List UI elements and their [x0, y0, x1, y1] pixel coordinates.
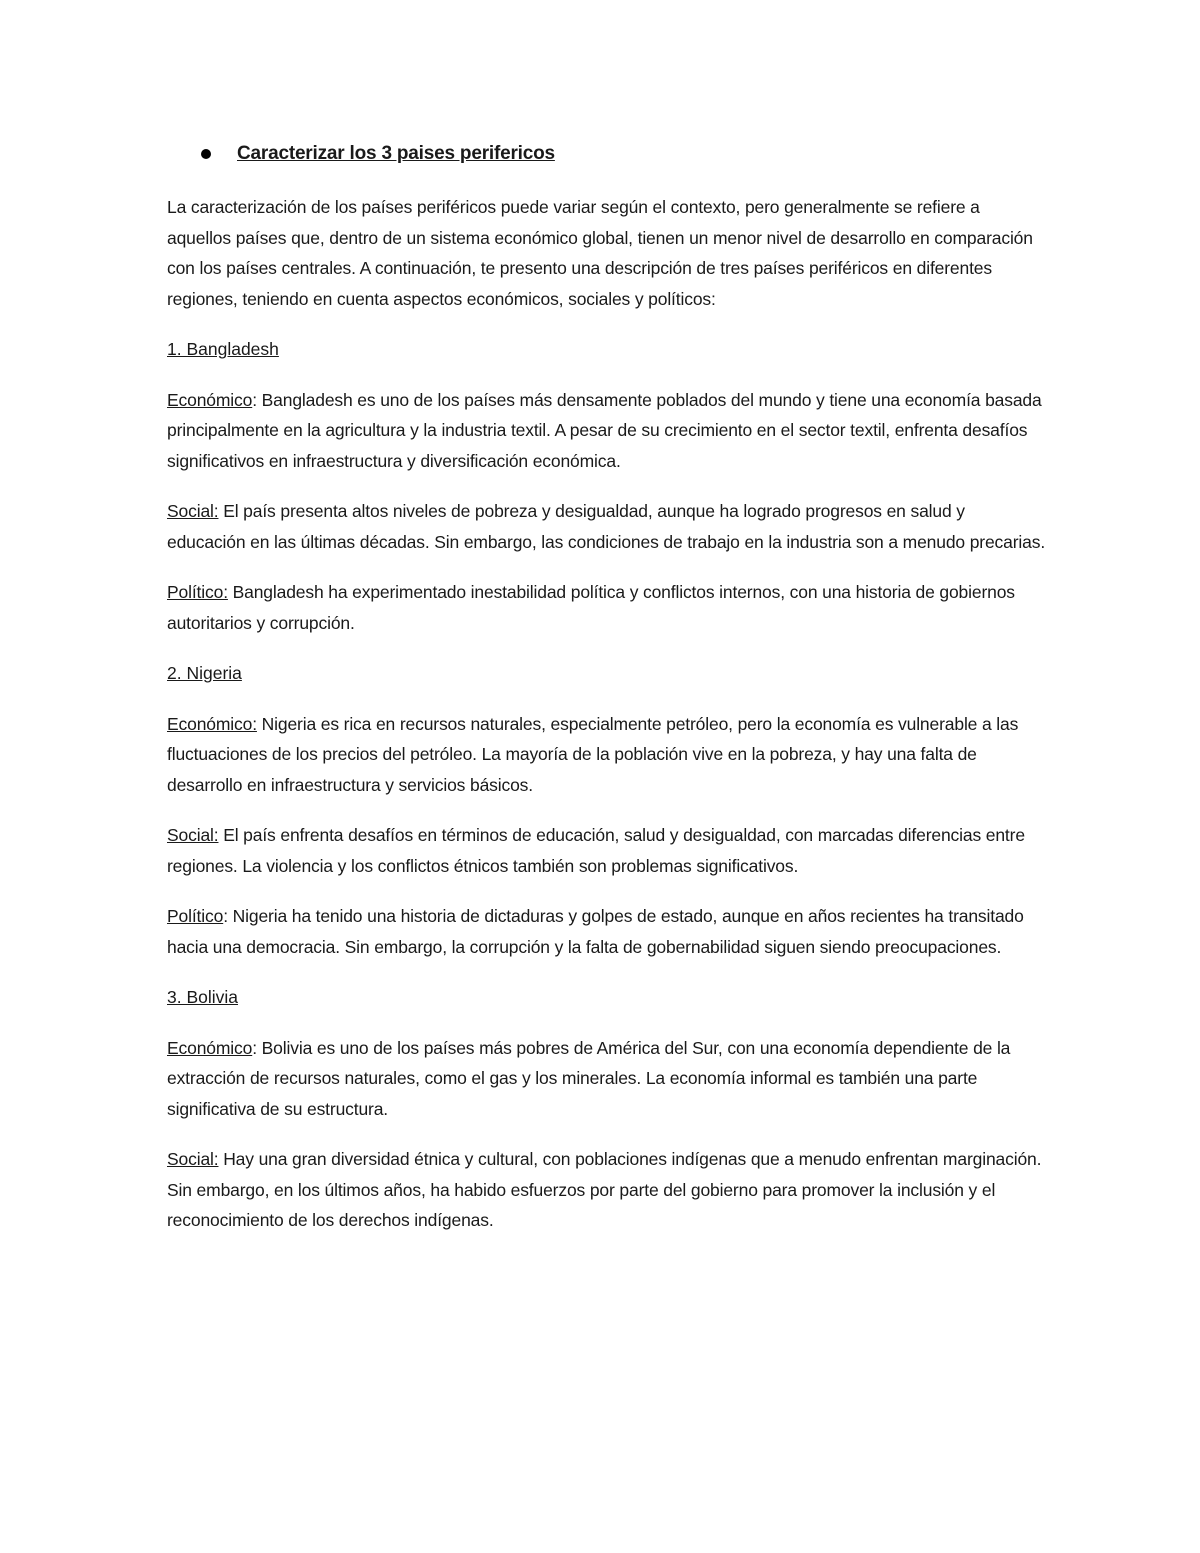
social-label: Social:	[167, 501, 219, 521]
nigeria-social-paragraph	[167, 820, 1047, 881]
bangladesh-political-paragraph	[167, 577, 1047, 638]
economic-label: Económico:	[167, 713, 257, 734]
label-separator: :	[252, 1037, 257, 1058]
paragraph-text: Bangladesh es uno de los países más densamente poblados del mundo y tiene una economía basada principalmente en la agricultura y la industria textil. A pesar de su crecimiento en el sector textil, enfrenta desafíos significativos en infraestructura y diversificación económica.	[167, 389, 1042, 471]
paragraph-text: Nigeria es rica en recursos naturales, especialmente petróleo, pero la economía es vulnerable a las fluctuaciones de los precios del petróleo. La mayoría de la población vive en la pobreza, y hay una falta de desarrollo en infraestructura y servicios básicos.	[167, 713, 1019, 795]
section-title-nigeria: 2. Nigeria	[167, 663, 242, 683]
paragraph-text: Bolivia es uno de los países más pobres de América del Sur, con una economía dependiente de la extracción de recursos naturales, como el gas y los minerales. La economía informal es también una parte significativa de su estructura.	[167, 1037, 1011, 1119]
section-title-bangladesh: 1. Bangladesh	[167, 339, 279, 359]
paragraph-text: Nigeria ha tenido una historia de dictaduras y golpes de estado, aunque en años recientes ha transitado hacia una democracia. Sin embargo, la corrupción y la falta de gobernabilidad siguen siendo preocupaciones.	[167, 906, 1024, 957]
label-separator: :	[252, 389, 257, 410]
bolivia-economic-paragraph	[167, 1033, 1047, 1125]
paragraph-text: El país enfrenta desafíos en términos de educación, salud y desigualdad, con marcadas diferencias entre regiones. La violencia y los conflictos étnicos también son problemas significativos.	[167, 825, 1025, 876]
document-heading: Caracterizar los 3 paises perifericos	[237, 143, 555, 164]
political-label: Político	[167, 906, 224, 926]
bangladesh-economic-paragraph	[167, 385, 1047, 477]
social-label: Social:	[167, 1149, 219, 1169]
bullet-icon	[201, 149, 211, 159]
paragraph-text: Hay una gran diversidad étnica y cultural, con poblaciones indígenas que a menudo enfrentan marginación. Sin embargo, en los últimos años, ha habido esfuerzos por parte del gobierno para promover la inclusión y el reconocimiento de los derechos indígenas.	[167, 1149, 1042, 1230]
social-label: Social:	[167, 825, 219, 845]
label-separator: :	[223, 906, 228, 926]
nigeria-economic-paragraph	[167, 709, 1047, 801]
bangladesh-social-paragraph	[167, 496, 1047, 557]
bolivia-social-paragraph	[167, 1144, 1047, 1236]
economic-label: Económico	[167, 1037, 253, 1058]
section-title-bolivia: 3. Bolivia	[167, 987, 239, 1007]
heading-row	[167, 138, 1047, 170]
political-label: Político:	[167, 582, 228, 602]
nigeria-political-paragraph	[167, 901, 1047, 962]
paragraph-text: El país presenta altos niveles de pobreza y desigualdad, aunque ha logrado progresos en salud y educación en las últimas décadas. Sin embargo, las condiciones de trabajo en la industria son a menudo precarias.	[167, 501, 1046, 552]
intro-paragraph: La caracterización de los países periféricos puede variar según el contexto, pero generalmente se refiere a aquellos países que, dentro de un sistema económico global, tienen un menor nivel de desarrollo en comparación con los países centrales. A continuación, te presento una descripción de tres países periféricos en diferentes regiones, teniendo en cuenta aspectos económicos, sociales y políticos:	[167, 197, 1033, 309]
paragraph-text: Bangladesh ha experimentado inestabilidad política y conflictos internos, con una historia de gobiernos autoritarios y corrupción.	[167, 582, 1015, 633]
document-page	[167, 138, 1047, 1256]
economic-label: Económico	[167, 389, 253, 410]
